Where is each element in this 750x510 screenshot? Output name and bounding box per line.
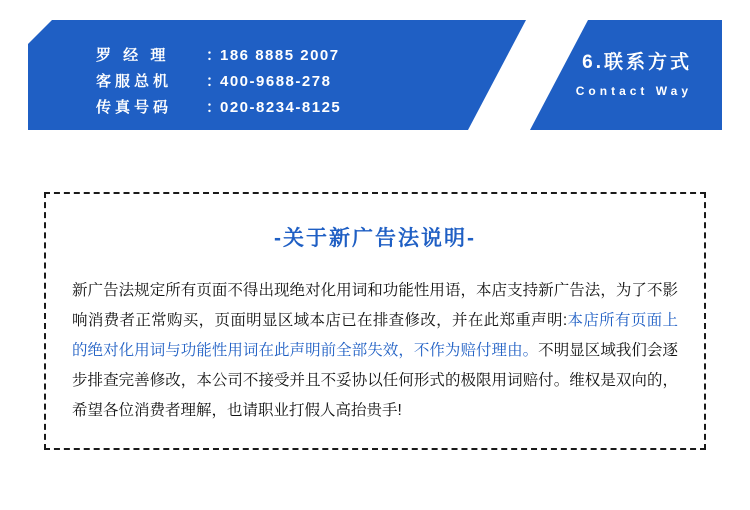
notice-title: -关于新广告法说明- [274, 227, 476, 250]
notice-text-highlight: 本店所有页面上的绝对化用词与功能性用词在此声明前全部失效，不作为赔付理由。 [72, 312, 678, 359]
contact-label: 传真号码 [96, 99, 173, 116]
contact-colon: ： [206, 47, 223, 64]
notice-body [72, 276, 678, 426]
contact-label: 罗 经 理 [96, 47, 170, 64]
contact-colon: ： [206, 73, 223, 90]
notice-text-part1: 新广告法规定所有页面不得出现绝对化用词和功能性用语，本店支持新广告法，为了不影响消费者正常购买，页面明显区域本店已在排查修改，并在此郑重声明: [72, 282, 678, 329]
contact-value-phone: 186 8885 2007 [220, 47, 340, 64]
contact-list [96, 44, 476, 122]
section-subtitle: Contact Way [575, 84, 692, 98]
contact-banner [28, 20, 722, 130]
contact-value-fax: 020-8234-8125 [220, 99, 342, 116]
advertising-law-notice [44, 192, 706, 450]
contact-row [96, 44, 476, 70]
contact-row [96, 96, 476, 122]
contact-value-hotline: 400-9688-278 [220, 73, 332, 90]
section-title: 6.联系方式 [582, 52, 692, 73]
section-marker [576, 50, 692, 102]
notice-text-part2: 不明显区域我们会逐步排查完善修改，本公司不接受并且不妥协以任何形式的极限用词赔付。维权是双向的，希望各位消费者理解，也请职业打假人高抬贵手! [72, 342, 678, 419]
contact-colon: ： [206, 99, 223, 116]
contact-label: 客服总机 [96, 73, 173, 90]
contact-row [96, 70, 476, 96]
